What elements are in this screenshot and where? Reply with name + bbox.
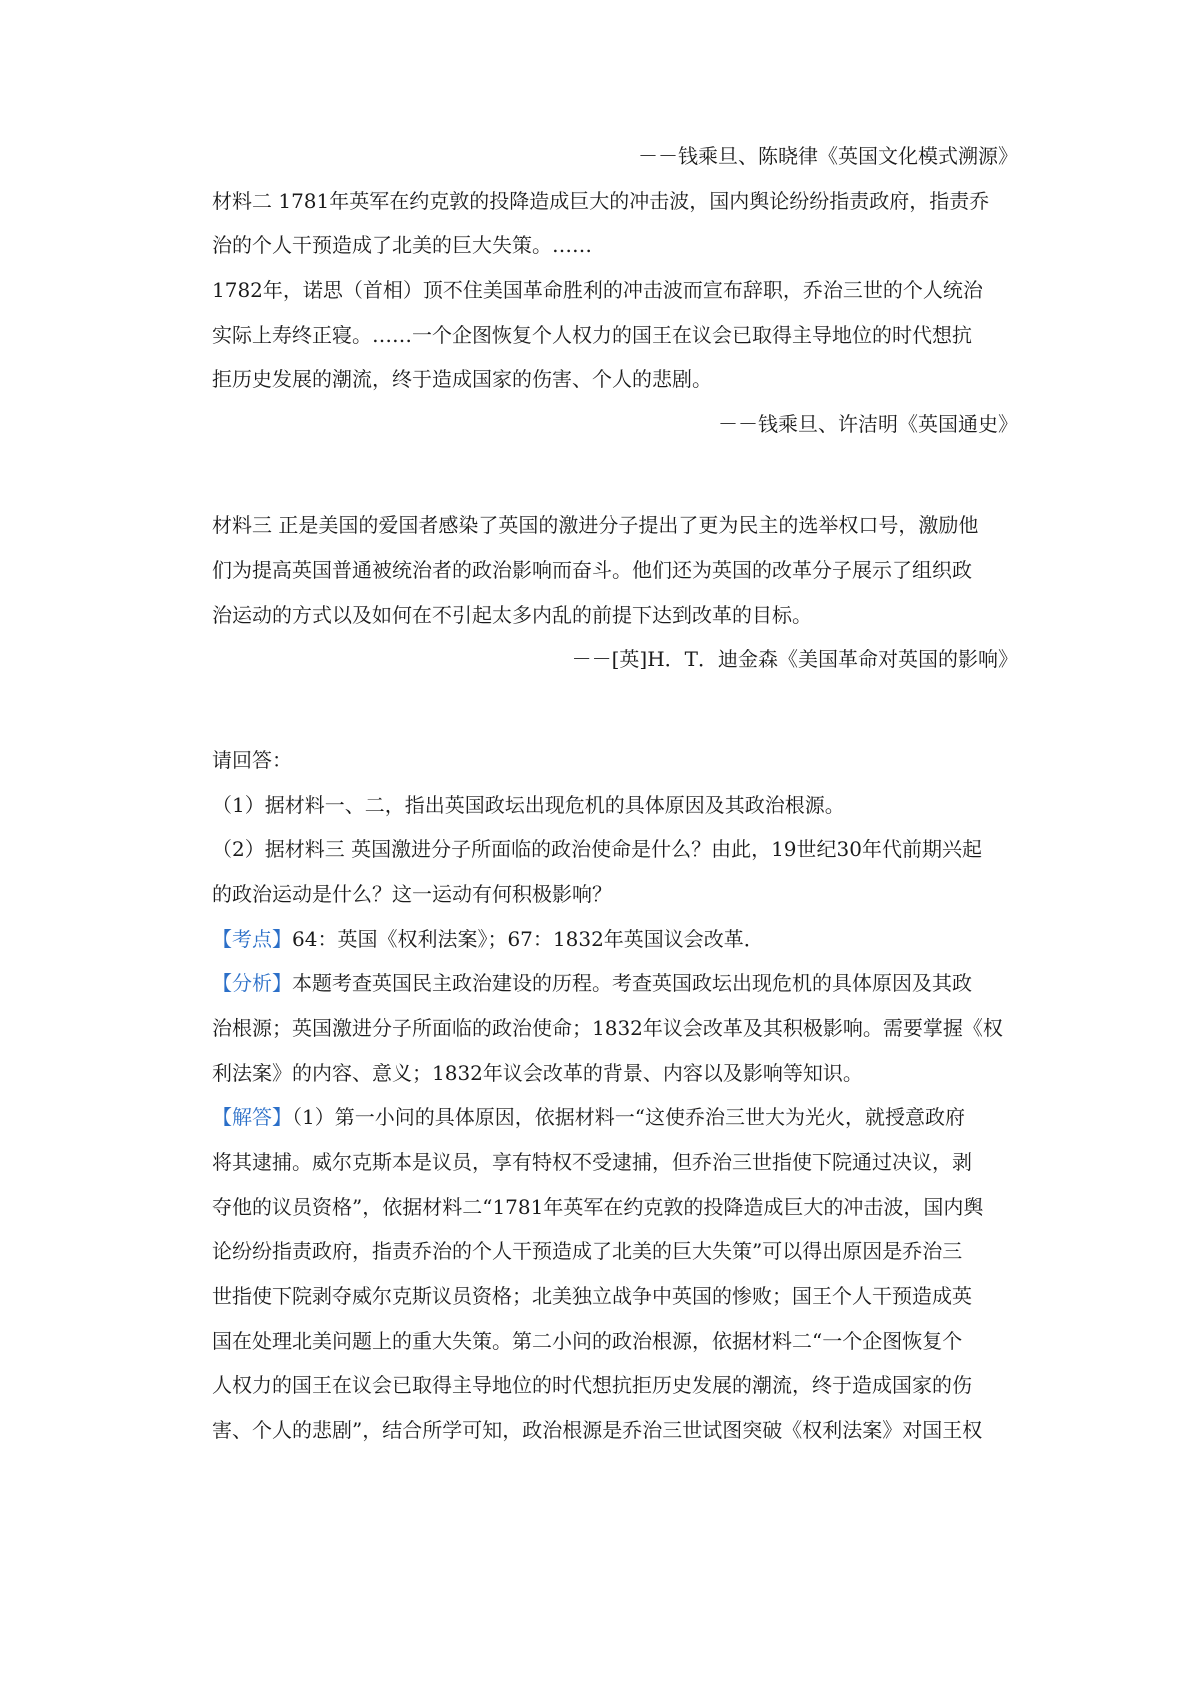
fenxi-line-3: 利法案》的内容、意义；1832年议会改革的背景、内容以及影响等知识。 [212,1061,863,1085]
question-2-line-1: （2）据材料三 英国激进分子所面临的政治使命是什么？由此，19世纪30年代前期兴起 [212,837,982,861]
question-1: （1）据材料一、二，指出英国政坛出现危机的具体原因及其政治根源。 [212,793,845,817]
jieda-line-2: 将其逮捕。威尔克斯本是议员，享有特权不受逮捕，但乔治三世指使下院通过决议，剥 [212,1150,972,1174]
material3-line-1: 材料三 正是美国的爱国者感染了英国的激进分子提出了更为民主的选举权口号，激励他 [212,513,979,537]
material3-line-3: 治运动的方式以及如何在不引起太多内乱的前提下达到改革的目标。 [212,603,812,627]
jieda-line-4: 论纷纷指责政府，指责乔治的个人干预造成了北美的巨大失策”可以得出原因是乔治三 [212,1239,963,1263]
jieda-line-5: 世指使下院剥夺威尔克斯议员资格；北美独立战争中英国的惨败；国王个人干预造成英 [212,1284,972,1308]
jieda-line-3: 夺他的议员资格”，依据材料二“1781年英军在约克敦的投降造成巨大的冲击波，国内舆 [212,1195,984,1219]
material2-line-2: 治的个人干预造成了北美的巨大失策。…… [212,233,592,257]
jieda-line-6: 国在处理北美问题上的重大失策。第二小问的政治根源，依据材料二“一个企图恢复个 [212,1329,963,1353]
material2-source: －－钱乘旦、许洁明《英国通史》 [718,412,1018,436]
fenxi-line-2: 治根源；英国激进分子所面临的政治使命；1832年议会改革及其积极影响。需要掌握《权 [212,1016,1003,1040]
jieda-row [212,1103,1018,1131]
material2-line-4: 实际上寿终正寝。……一个企图恢复个人权力的国王在议会已取得主导地位的时代想抗 [212,323,972,347]
material1-source: －－钱乘旦、陈晓律《英国文化模式溯源》 [638,144,1018,168]
fenxi-first-line: 本题考查英国民主政治建设的历程。考查英国政坛出现危机的具体原因及其政 [292,971,972,995]
document-page [212,0,1018,1698]
material2-line-1: 材料二 1781年英军在约克敦的投降造成巨大的冲击波，国内舆论纷纷指责政府，指责乔 [212,189,990,213]
question-2-line-2: 的政治运动是什么？这一运动有何积极影响？ [212,882,612,906]
jieda-tag: 【解答】 [212,1105,292,1129]
material3-source: －－[英]H．T．迪金森《美国革命对英国的影响》 [571,647,1018,671]
kaodian-tag: 【考点】 [212,927,292,951]
kaodian-text: 64：英国《权利法案》；67：1832年英国议会改革． [292,927,764,951]
material3-line-2: 们为提高英国普通被统治者的政治影响而奋斗。他们还为英国的改革分子展示了组织政 [212,558,972,582]
jieda-line-8: 害、个人的悲剧”，结合所学可知，政治根源是乔治三世试图突破《权利法案》对国王权 [212,1418,983,1442]
fenxi-tag: 【分析】 [212,971,292,995]
questions-prompt: 请回答： [212,748,292,772]
jieda-line-7: 人权力的国王在议会已取得主导地位的时代想抗拒历史发展的潮流，终于造成国家的伤 [212,1373,972,1397]
material2-line-3: 1782年，诺思（首相）顶不住美国革命胜利的冲击波而宣布辞职，乔治三世的个人统治 [212,278,983,302]
material2-line-5: 拒历史发展的潮流，终于造成国家的伤害、个人的悲剧。 [212,367,712,391]
jieda-first-line: （1）第一小问的具体原因，依据材料一“这使乔治三世大为光火，就授意政府 [292,1105,965,1129]
kaodian-row [212,925,1018,953]
fenxi-row [212,969,1018,997]
